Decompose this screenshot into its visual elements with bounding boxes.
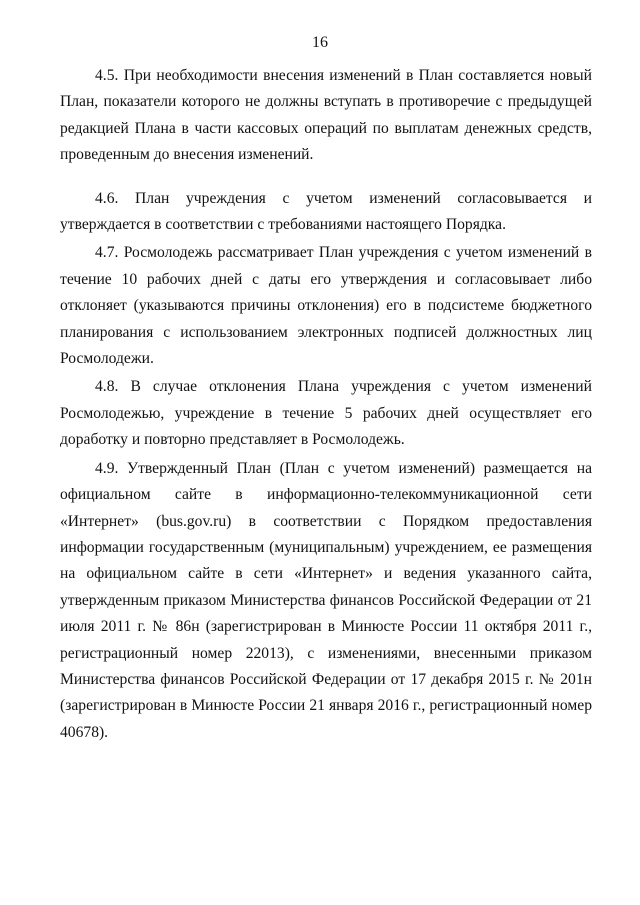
page-number: 16	[312, 34, 328, 51]
paragraph-4-5: 4.5. При необходимости внесения изменений в План составляется новый План, показатели которого не должны вступать в противоречие с предыдущей редакцией Плана в части кассовых операций по выплатам денежных средств, проведенным до внесения изменений.	[60, 67, 592, 164]
paragraph-4-7: 4.7. Росмолодежь рассматривает План учреждения с учетом изменений в течение 10 рабочих дней с даты его утверждения и согласовывает либо отклоняет (указываются причины отклонения) его в подсистеме бюджетного планирования с использованием электронных подписей должностных лиц Росмолодежи.	[60, 244, 592, 368]
document-body	[60, 63, 592, 746]
paragraph-4-8: 4.8. В случае отклонения Плана учреждения с учетом изменений Росмолодежью, учреждение в течение 5 рабочих дней осуществляет его доработку и повторно представляет в Росмолодежь.	[60, 378, 592, 449]
paragraph-4-9: 4.9. Утвержденный План (План с учетом изменений) размещается на официальном сайте в информационно-телекоммуникационной сети «Интернет» (bus.gov.ru) в соответствии с Порядком предоставления информации государственным (муниципальным) учреждением, ее размещения на официальном сайте в сети «Интернет» и ведения указанного сайта, утвержденным приказом Министерства финансов Российской Федерации от 21 июля 2011 г. № 86н (зарегистрирован в Минюсте России 11 октября 2011 г., регистрационный номер 22013), с изменениями, внесенными приказом Министерства финансов Российской Федерации от 17 декабря 2015 г. № 201н (зарегистрирован в Минюсте России 21 января 2016 г., регистрационный номер 40678).	[60, 459, 592, 741]
paragraph-4-6: 4.6. План учреждения с учетом изменений согласовывается и утверждается в соответствии с требованиями настоящего Порядка.	[60, 189, 592, 234]
